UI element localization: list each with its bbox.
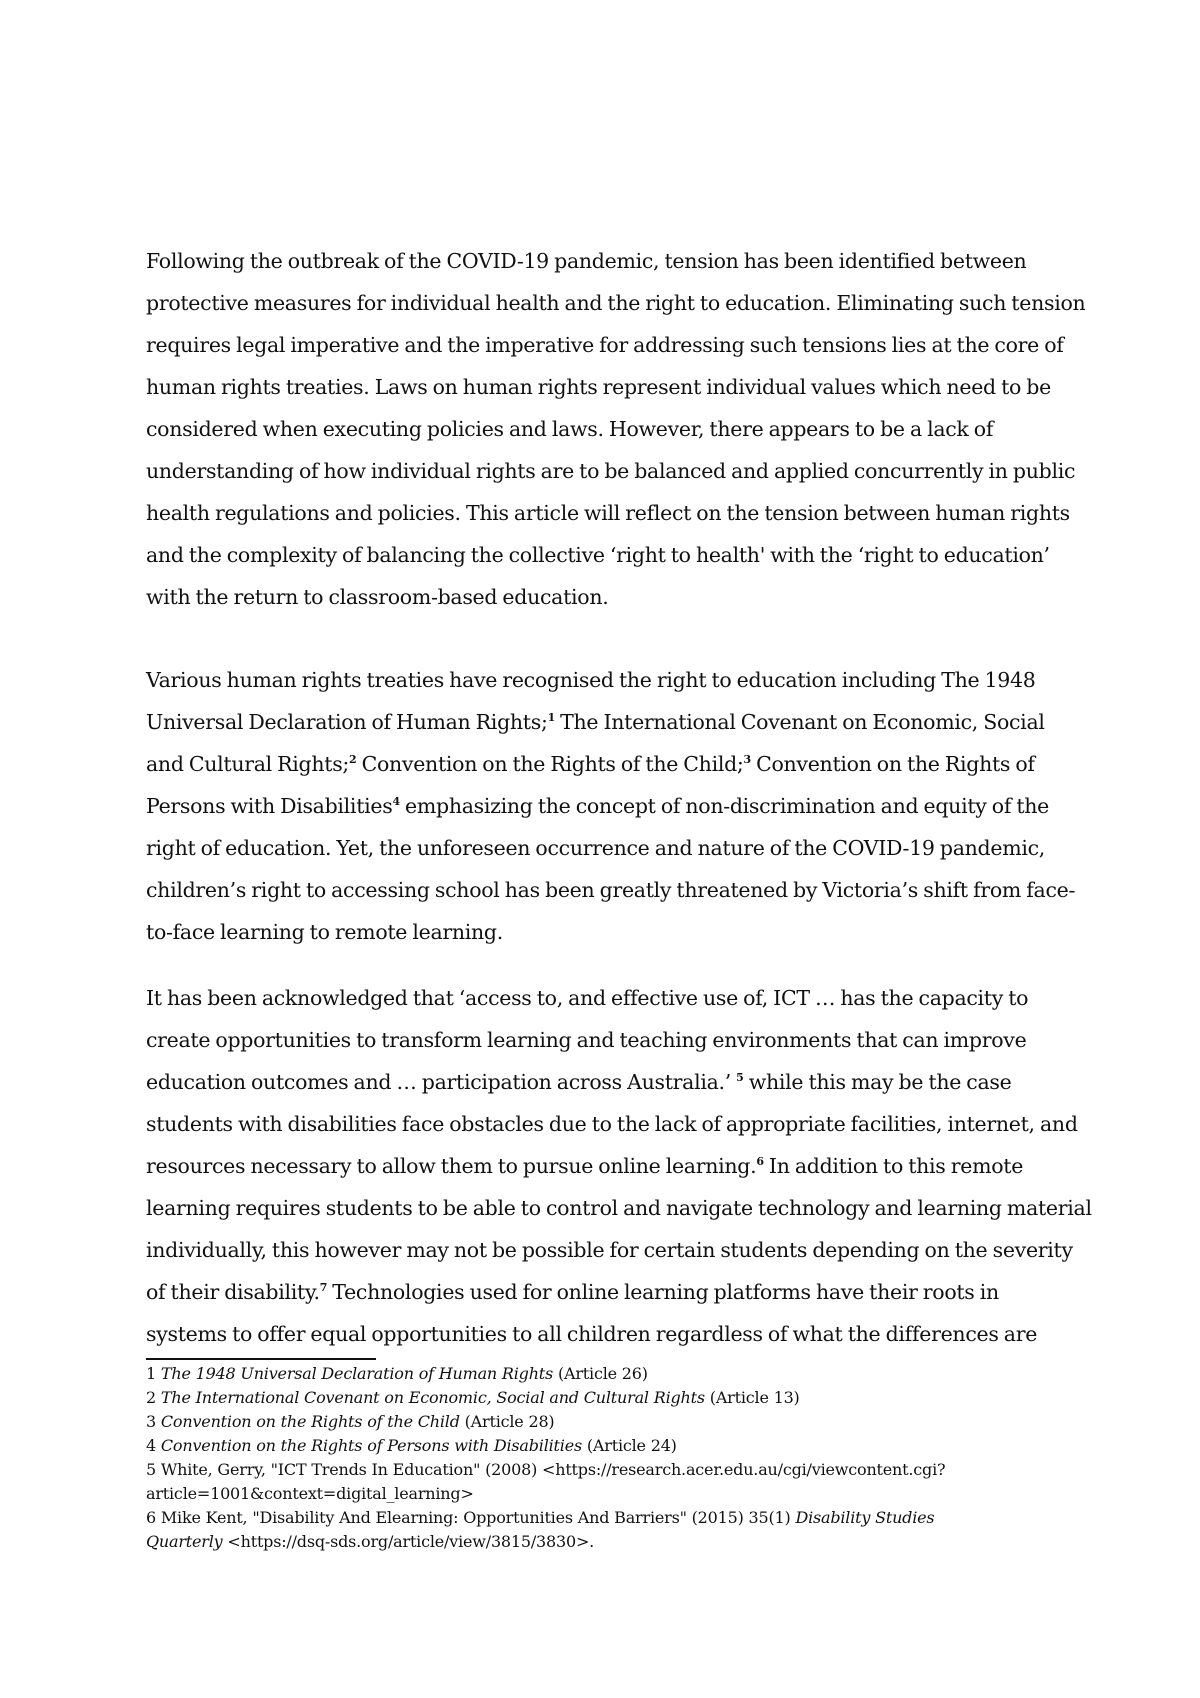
footnote-number: 1 xyxy=(146,1364,156,1383)
footnote-text: (Article 28) xyxy=(459,1412,555,1431)
footnote-ref-6[interactable]: 6 xyxy=(756,1155,764,1169)
text-line xyxy=(146,977,1066,1019)
text-run: to-face learning to remote learning. xyxy=(146,920,503,944)
footnote-4 xyxy=(146,1434,1046,1458)
text-line xyxy=(146,1061,1066,1103)
paragraph-2 xyxy=(146,659,1076,953)
footnote-text: White, Gerry, "ICT Trends In Education" (2008) <https://research.acer.edu.au/cgi/viewcontent.cgi? xyxy=(160,1460,946,1479)
text-run: emphasizing the concept of non-discrimination and equity of the xyxy=(399,794,1049,818)
text-run: learning requires students to be able to control and navigate technology and learning material xyxy=(146,1196,1092,1220)
footnote-title: The International Covenant on Economic, Social and Cultural Rights xyxy=(160,1388,705,1407)
text-run: Various human rights treaties have recognised the right to education including The 1948 xyxy=(146,668,1036,692)
text-line xyxy=(146,1229,1073,1271)
text-line xyxy=(146,911,1066,953)
paragraph-3 xyxy=(146,977,1092,1355)
text-line xyxy=(146,827,1066,869)
footnote-ref-3[interactable]: 3 xyxy=(743,753,751,767)
text-run: right of education. Yet, the unforeseen occurrence and nature of the COVID-19 pandemic, xyxy=(146,836,1045,860)
footnote-title: Convention on the Rights of Persons with Disabilities xyxy=(160,1436,582,1455)
footnote-text: Mike Kent, "Disability And Elearning: Opportunities And Barriers" (2015) 35(1) xyxy=(160,1508,796,1527)
text-line xyxy=(146,701,1066,743)
footnote-5-continued xyxy=(146,1482,1046,1506)
footnote-link[interactable]: <https://dsq-sds.org/article/view/3815/3830>. xyxy=(222,1532,595,1551)
text-line xyxy=(146,1313,1066,1355)
text-run: and Cultural Rights; xyxy=(146,752,350,776)
text-run: while this may be the case xyxy=(743,1070,1012,1094)
footnote-ref-4[interactable]: 4 xyxy=(392,795,400,809)
text-run: The International Covenant on Economic, Social xyxy=(554,710,1045,734)
text-run: Convention on the Rights of the Child; xyxy=(356,752,744,776)
text-run: In addition to this remote xyxy=(763,1154,1024,1178)
text-line: understanding of how individual rights are to be balanced and applied concurrently in public xyxy=(146,459,1076,483)
footnote-number: 2 xyxy=(146,1388,156,1407)
text-line: health regulations and policies. This article will reflect on the tension between human rights xyxy=(146,501,1070,525)
footnote-journal: Quarterly xyxy=(146,1532,223,1551)
footnote-link[interactable]: article=1001&context=digital_learning> xyxy=(146,1484,474,1503)
footnote-3 xyxy=(146,1410,1046,1434)
text-run: children’s right to accessing school has been greatly threatened by Victoria’s shift from face- xyxy=(146,878,1076,902)
text-run: students with disabilities face obstacles due to the lack of appropriate facilities, internet, and xyxy=(146,1112,1078,1136)
text-line xyxy=(146,1187,1092,1229)
text-run: Technologies used for online learning platforms have their roots in xyxy=(327,1280,999,1304)
footnotes-section xyxy=(146,1362,1046,1554)
footnote-separator xyxy=(146,1358,376,1360)
footnote-title: Convention on the Rights of the Child xyxy=(160,1412,460,1431)
text-line: human rights treaties. Laws on human rights represent individual values which need to be xyxy=(146,375,1051,399)
text-line xyxy=(146,785,1066,827)
footnote-6-continued xyxy=(146,1530,1046,1554)
footnote-text: (Article 26) xyxy=(553,1364,648,1383)
text-line: and the complexity of balancing the collective ‘right to health' with the ‘right to education’ xyxy=(146,543,1050,567)
footnote-2 xyxy=(146,1386,1046,1410)
footnote-title: The 1948 Universal Declaration of Human Rights xyxy=(160,1364,554,1383)
footnote-number: 6 xyxy=(146,1508,156,1527)
footnote-ref-5[interactable]: 5 xyxy=(736,1071,744,1085)
footnote-6 xyxy=(146,1506,1046,1530)
footnote-number: 5 xyxy=(146,1460,156,1479)
footnote-ref-1[interactable]: 1 xyxy=(547,711,555,725)
footnote-ref-7[interactable]: 7 xyxy=(319,1281,328,1295)
text-line: Following the outbreak of the COVID-19 pandemic, tension has been identified between xyxy=(146,249,1027,273)
text-run: create opportunities to transform learning and teaching environments that can improve xyxy=(146,1028,1027,1052)
footnote-journal: Disability Studies xyxy=(795,1508,935,1527)
text-line xyxy=(146,1019,1066,1061)
text-run: individually, this however may not be possible for certain students depending on the severity xyxy=(146,1238,1073,1262)
text-run: Persons with Disabilities xyxy=(146,794,393,818)
text-run: of their disability. xyxy=(146,1280,320,1304)
footnote-number: 3 xyxy=(146,1412,156,1431)
text-line xyxy=(146,1145,1066,1187)
footnote-text: (Article 24) xyxy=(582,1436,677,1455)
text-line xyxy=(146,869,1076,911)
text-run: systems to offer equal opportunities to all children regardless of what the differences are xyxy=(146,1322,1038,1346)
text-line xyxy=(146,743,1066,785)
footnote-ref-2[interactable]: 2 xyxy=(349,753,357,767)
text-line xyxy=(146,1103,1078,1145)
paragraph-1 xyxy=(146,240,1086,618)
text-run: resources necessary to allow them to pursue online learning. xyxy=(146,1154,757,1178)
text-line xyxy=(146,1271,1066,1313)
text-line: considered when executing policies and laws. However, there appears to be a lack of xyxy=(146,417,994,441)
footnote-text: (Article 13) xyxy=(704,1388,800,1407)
footnote-5 xyxy=(146,1458,1046,1482)
text-line: protective measures for individual health and the right to education. Eliminating such tension xyxy=(146,291,1086,315)
footnote-number: 4 xyxy=(146,1436,156,1455)
text-run: Convention on the Rights of xyxy=(750,752,1035,776)
text-line: requires legal imperative and the imperative for addressing such tensions lies at the core of xyxy=(146,333,1064,357)
text-run: It has been acknowledged that ‘access to, and effective use of, ICT … has the capacity to xyxy=(146,986,1029,1010)
text-line xyxy=(146,659,1066,701)
text-line: with the return to classroom-based education. xyxy=(146,585,609,609)
text-run: Universal Declaration of Human Rights; xyxy=(146,710,548,734)
footnote-1 xyxy=(146,1362,1046,1386)
text-run: education outcomes and … participation across Australia.’ xyxy=(146,1070,737,1094)
